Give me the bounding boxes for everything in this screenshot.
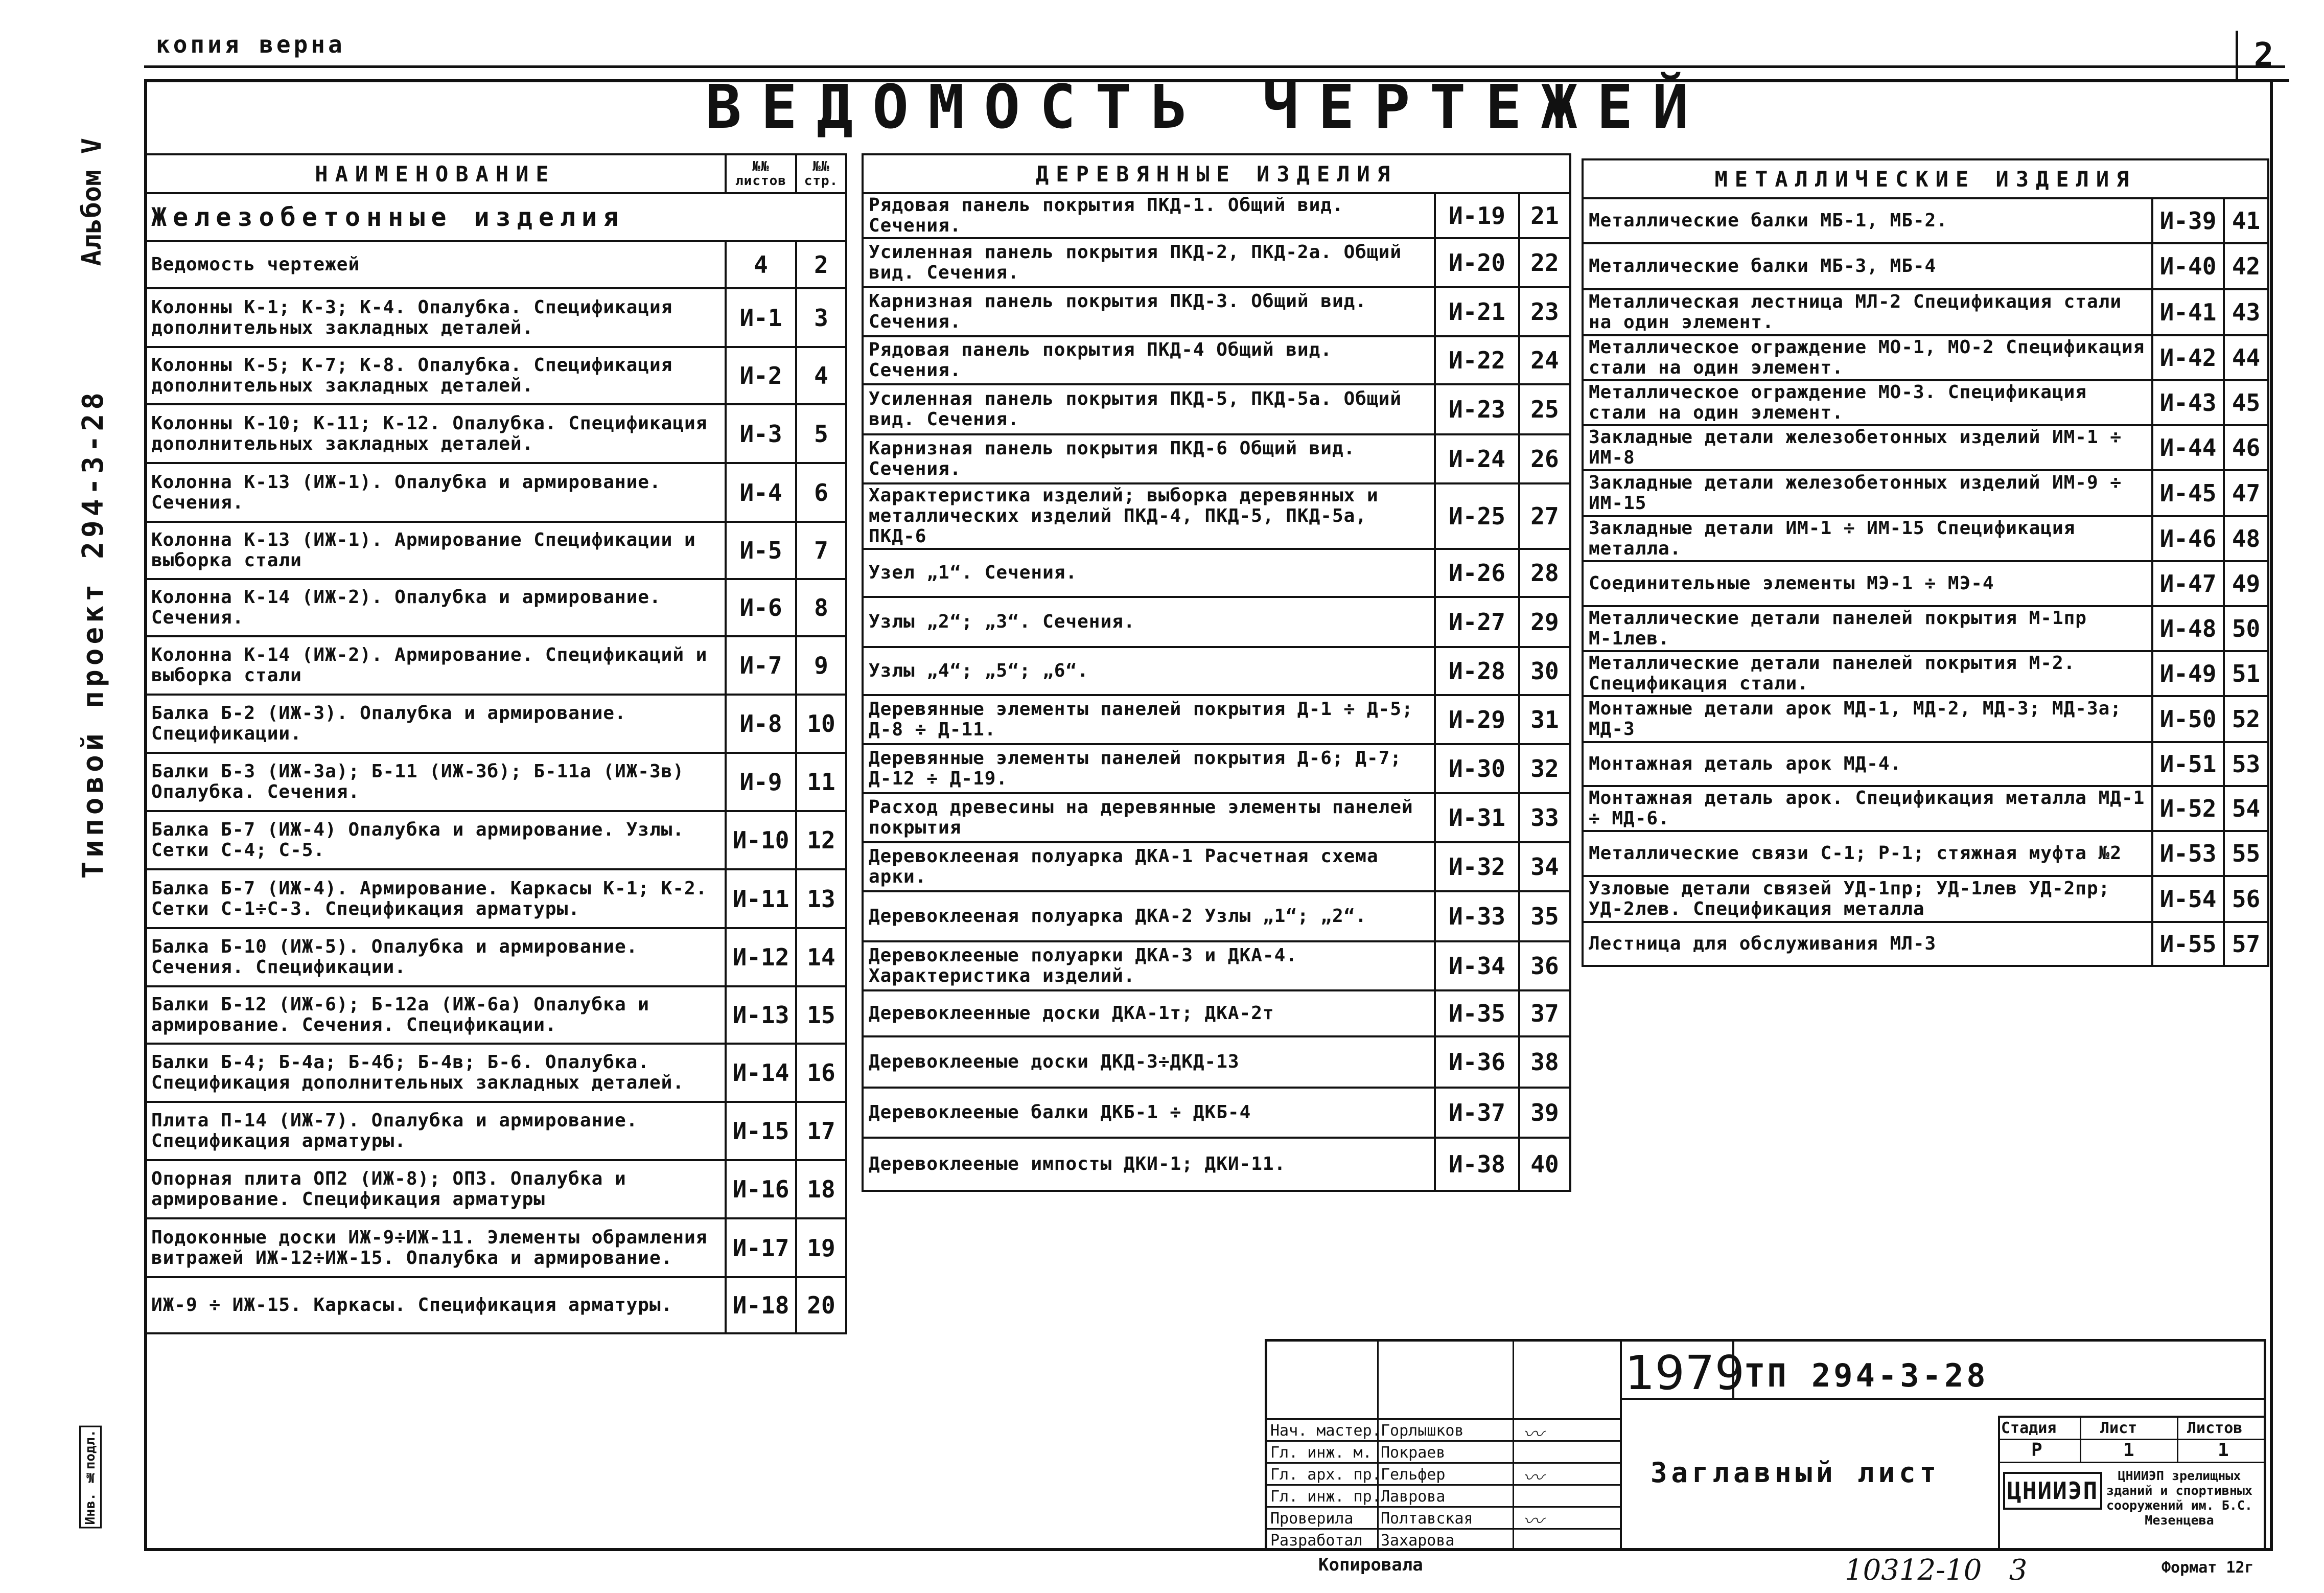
project-side-label: Типовой проект 294-3-28: [77, 388, 110, 879]
sheet-name: Деревоклееные полуарки ДКА-3 и ДКА-4. Характеристика изделий.: [863, 941, 1435, 990]
page-number-cell: 38: [1519, 1036, 1570, 1088]
page-number-cell: 29: [1519, 597, 1570, 647]
page-number-cell: 9: [796, 636, 846, 695]
page-number-cell: 28: [1519, 549, 1570, 597]
sheet-name: Лестница для обслуживания МЛ-3: [1583, 922, 2152, 966]
page-number-cell: 23: [1519, 287, 1570, 336]
sheet-title: Заглавный лист: [1651, 1457, 1941, 1489]
sheet-name: Балка Б-7 (ИЖ-4). Армирование. Каркасы К-1; К-2. Сетки С-1÷С-3. Спецификация арматуры.: [145, 869, 726, 928]
table-row: [145, 1102, 846, 1160]
page-number-cell: 49: [2224, 561, 2268, 606]
table-row: [863, 1138, 1570, 1191]
page-number-cell: 56: [2224, 876, 2268, 922]
table-row: [145, 811, 846, 869]
page-number-cell: 6: [796, 463, 846, 522]
approval-name: Покраев: [1381, 1444, 1446, 1462]
table-row: [863, 793, 1570, 842]
album-label: Альбом V: [77, 138, 107, 266]
sheet-name: Расход древесины на деревянные элементы панелей покрытия: [863, 793, 1435, 842]
sheet-code: И-42: [2152, 335, 2224, 380]
sheet-code: И-37: [1435, 1088, 1519, 1138]
sheet-code: И-5: [726, 522, 796, 579]
organization: ЦНИИЭП зрелищных зданий и спортивных сооружений им. Б.С. Мезенцева: [2106, 1468, 2252, 1528]
sheet-name: Подоконные доски ИЖ-9÷ИЖ-11. Элементы обрамления витражей ИЖ-12÷ИЖ-15. Опалубка и армирование.: [145, 1218, 726, 1277]
approval-name: Захарова: [1381, 1532, 1455, 1550]
approval-role: Гл. инж. м.: [1270, 1444, 1372, 1462]
table-row: [145, 463, 846, 522]
page-number-cell: 31: [1519, 695, 1570, 744]
sheet-name: Деревянные элементы панелей покрытия Д-6; Д-7; Д-12 ÷ Д-19.: [863, 744, 1435, 793]
page-number-cell: 51: [2224, 651, 2268, 696]
table-row: [863, 193, 1570, 238]
page-number-cell: 48: [2224, 516, 2268, 561]
page-number-cell: 43: [2224, 289, 2268, 335]
copy-certified-label: копия верна: [156, 31, 345, 58]
approval-row: [1267, 1484, 1620, 1508]
sheet-code: И-27: [1435, 597, 1519, 647]
page-number-cell: 47: [2224, 470, 2268, 516]
approval-row: [1267, 1440, 1620, 1464]
sheet-name: Металлическое ограждение МО-1, МО-2 Спецификация стали на один элемент.: [1583, 335, 2152, 380]
section-title: Железобетонные изделия: [145, 193, 846, 241]
approval-role: Гл. арх. пр.: [1270, 1466, 1381, 1484]
table-row: [863, 238, 1570, 287]
sheet-code: И-46: [2152, 516, 2224, 561]
table-row: [1583, 831, 2268, 876]
table-row: [145, 579, 846, 636]
page-number-cell: 22: [1519, 238, 1570, 287]
page-number-cell: 36: [1519, 941, 1570, 990]
page-number-cell: 50: [2224, 606, 2268, 651]
page-number-cell: 20: [796, 1277, 846, 1333]
sheet-code: И-14: [726, 1044, 796, 1102]
page-number-cell: 7: [796, 522, 846, 579]
sheet-name: Узлы „2“; „3“. Сечения.: [863, 597, 1435, 647]
sheet-name: Рядовая панель покрытия ПКД-4 Общий вид. Сечения.: [863, 336, 1435, 384]
sheet-name: Узловые детали связей УД-1пр; УД-1лев УД-2пр; УД-2лев. Спецификация металла: [1583, 876, 2152, 922]
sheet-name: Монтажная деталь арок. Спецификация металла МД-1 ÷ МД-6.: [1583, 786, 2152, 831]
sheet-code: И-47: [2152, 561, 2224, 606]
table-row: [145, 636, 846, 695]
signature-mark: 〰: [1523, 1423, 1543, 1446]
table-row: [145, 986, 846, 1044]
sheet-code: И-38: [1435, 1138, 1519, 1191]
table-row: [863, 941, 1570, 990]
column-header-sheets: №№ листов: [726, 154, 796, 193]
signature-mark: 〰: [1523, 1466, 1543, 1490]
table-row: [1583, 922, 2268, 966]
table-row: [145, 928, 846, 986]
page-number-cell: 45: [2224, 380, 2268, 425]
project-code: ТП 294-3-28: [1745, 1357, 1989, 1394]
sheet-code: И-15: [726, 1102, 796, 1160]
table-row: [863, 842, 1570, 891]
sheet-code: И-39: [2152, 198, 2224, 243]
table-row: [145, 753, 846, 811]
sheets-label: Листов: [2187, 1419, 2243, 1437]
section-title: ДЕРЕВЯННЫЕ ИЗДЕЛИЯ: [863, 154, 1570, 193]
approval-name: Горлышков: [1381, 1422, 1464, 1440]
table-row: [863, 647, 1570, 695]
table-header-row: [1583, 159, 2268, 198]
sheet-name: Колонна К-13 (ИЖ-1). Армирование Спецификации и выборка стали: [145, 522, 726, 579]
page-number-cell: 46: [2224, 425, 2268, 470]
table-row: [863, 434, 1570, 483]
page-number-cell: 27: [1519, 483, 1570, 549]
sheet-code: И-53: [2152, 831, 2224, 876]
table-row: [145, 1044, 846, 1102]
archive-number: [1845, 1554, 2027, 1587]
sheet-code: И-45: [2152, 470, 2224, 516]
page-number-cell: 44: [2224, 335, 2268, 380]
sheet-name: Балка Б-10 (ИЖ-5). Опалубка и армирование. Сечения. Спецификации.: [145, 928, 726, 986]
sheet-code: И-49: [2152, 651, 2224, 696]
page-number-cell: 52: [2224, 696, 2268, 742]
sheet-name: Металлическое ограждение МО-3. Спецификация стали на один элемент.: [1583, 380, 2152, 425]
sheet-code: И-19: [1435, 193, 1519, 238]
copied-by-label: Копировала: [1318, 1555, 1423, 1575]
sheet-name: Колонна К-14 (ИЖ-2). Армирование. Спецификаций и выборка стали: [145, 636, 726, 695]
sheet-code: 4: [726, 241, 796, 288]
page-number-cell: 19: [796, 1218, 846, 1277]
page-number-cell: 39: [1519, 1088, 1570, 1138]
sheet-name: Плита П-14 (ИЖ-7). Опалубка и армирование. Спецификация арматуры.: [145, 1102, 726, 1160]
table-row: [145, 1160, 846, 1218]
sheet-code: И-12: [726, 928, 796, 986]
approval-role: Проверила: [1270, 1510, 1354, 1528]
table-row: [145, 522, 846, 579]
sheet-name: Монтажная деталь арок МД-4.: [1583, 742, 2152, 786]
sheet-code: И-25: [1435, 483, 1519, 549]
table-row: [145, 241, 846, 288]
sheet-code: И-33: [1435, 891, 1519, 941]
table-row: [863, 1088, 1570, 1138]
page-number-cell: 53: [2224, 742, 2268, 786]
sheet-code: И-29: [1435, 695, 1519, 744]
sheet-name: Балка Б-2 (ИЖ-3). Опалубка и армирование. Спецификации.: [145, 695, 726, 753]
page-number-cell: 35: [1519, 891, 1570, 941]
sheet-code: И-20: [1435, 238, 1519, 287]
sheet-code: И-16: [726, 1160, 796, 1218]
page-number-cell: 2: [796, 241, 846, 288]
section-title: МЕТАЛЛИЧЕСКИЕ ИЗДЕЛИЯ: [1583, 159, 2268, 198]
page-number-cell: 18: [796, 1160, 846, 1218]
approval-row: [1267, 1462, 1620, 1486]
page-number-cell: 3: [796, 288, 846, 347]
approval-role: Гл. инж. пр.: [1270, 1488, 1381, 1506]
table-row: [863, 597, 1570, 647]
sheet-value: 1: [2123, 1440, 2134, 1461]
page-number-cell: 37: [1519, 990, 1570, 1036]
signature-mark: 〰: [1523, 1510, 1543, 1533]
table-row: [1583, 696, 2268, 742]
sheet-name: Характеристика изделий; выборка деревянных и металлических изделий ПКД-4, ПКД-5, ПКД-5а, ПКД-6: [863, 483, 1435, 549]
approval-name: Лаврова: [1381, 1488, 1446, 1506]
page-number-cell: 12: [796, 811, 846, 869]
table-row: [1583, 561, 2268, 606]
table-row: [1583, 198, 2268, 243]
table-row: [1583, 606, 2268, 651]
table-row: [145, 288, 846, 347]
year: 1979: [1625, 1346, 1745, 1400]
stamp-divider: [1998, 1416, 2000, 1551]
sheet-code: И-6: [726, 579, 796, 636]
sheet-name: Балки Б-3 (ИЖ-3а); Б-11 (ИЖ-3б); Б-11а (ИЖ-3в) Опалубка. Сечения.: [145, 753, 726, 811]
page-number-cell: 41: [2224, 198, 2268, 243]
page-number-cell: 33: [1519, 793, 1570, 842]
sheet-name: Карнизная панель покрытия ПКД-3. Общий вид. Сечения.: [863, 287, 1435, 336]
register-table-wooden: [862, 153, 1571, 1192]
table-row: [863, 384, 1570, 434]
sheet-name: Деревоклееные импосты ДКИ-1; ДКИ-11.: [863, 1138, 1435, 1191]
sheet-name: Закладные детали ИМ-1 ÷ ИМ-15 Спецификация металла.: [1583, 516, 2152, 561]
archive-number-main: 10312-10: [1845, 1554, 1982, 1587]
page-number-cell: 16: [796, 1044, 846, 1102]
stamp-divider: [1998, 1416, 2266, 1418]
table-header-row: [863, 154, 1570, 193]
page-number: 2: [2236, 31, 2289, 82]
sheet-code: И-26: [1435, 549, 1519, 597]
sheets-value: 1: [2218, 1440, 2229, 1461]
table-row: [863, 336, 1570, 384]
stage-value: Р: [2031, 1440, 2042, 1461]
sheet-name: Металлические балки МБ-3, МБ-4: [1583, 243, 2152, 289]
page-number-cell: 34: [1519, 842, 1570, 891]
sheet-name: Металлические связи С-1; Р-1; стяжная муфта №2: [1583, 831, 2152, 876]
page-number-cell: 40: [1519, 1138, 1570, 1191]
sheet-name: Колонна К-13 (ИЖ-1). Опалубка и армирование. Сечения.: [145, 463, 726, 522]
page-number-cell: 55: [2224, 831, 2268, 876]
sheet-name: Балки Б-12 (ИЖ-6); Б-12а (ИЖ-6а) Опалубка и армирование. Сечения. Спецификации.: [145, 986, 726, 1044]
table-row: [1583, 876, 2268, 922]
top-rule: [144, 65, 2285, 68]
sheet-name: Деревоклеенные доски ДКА-1т; ДКА-2т: [863, 990, 1435, 1036]
sheet-name: Балка Б-7 (ИЖ-4) Опалубка и армирование. Узлы. Сетки С-4; С-5.: [145, 811, 726, 869]
table-row: [145, 1277, 846, 1333]
table-row: [863, 744, 1570, 793]
sheet-name: Металлические детали панелей покрытия М-2. Спецификация стали.: [1583, 651, 2152, 696]
table-row: [1583, 470, 2268, 516]
approval-row: [1267, 1506, 1620, 1530]
sheet-code: И-36: [1435, 1036, 1519, 1088]
sheet-name: Соединительные элементы МЭ-1 ÷ МЭ-4: [1583, 561, 2152, 606]
sheet-code: И-31: [1435, 793, 1519, 842]
page-number-cell: 14: [796, 928, 846, 986]
page-number-cell: 10: [796, 695, 846, 753]
sheet-code: И-17: [726, 1218, 796, 1277]
sheet-code: И-55: [2152, 922, 2224, 966]
sheet-code: И-21: [1435, 287, 1519, 336]
page-number-cell: 25: [1519, 384, 1570, 434]
page-number-cell: 4: [796, 347, 846, 404]
sheet-name: ИЖ-9 ÷ ИЖ-15. Каркасы. Спецификация арматуры.: [145, 1277, 726, 1333]
table-row: [863, 483, 1570, 549]
sheet-code: И-43: [2152, 380, 2224, 425]
table-row: [145, 404, 846, 463]
table-row: [1583, 243, 2268, 289]
sheet-code: И-50: [2152, 696, 2224, 742]
section-row: [145, 193, 846, 241]
sheet-code: И-23: [1435, 384, 1519, 434]
sheet-name: Колонны К-1; К-3; К-4. Опалубка. Спецификация дополнительных закладных деталей.: [145, 288, 726, 347]
sheet-name: Ведомость чертежей: [145, 241, 726, 288]
table-row: [863, 287, 1570, 336]
sheet-code: И-48: [2152, 606, 2224, 651]
sheet-code: И-8: [726, 695, 796, 753]
table-row: [863, 891, 1570, 941]
sheet-code: И-44: [2152, 425, 2224, 470]
sheet-name: Колонны К-10; К-11; К-12. Опалубка. Спецификация дополнительных закладных деталей.: [145, 404, 726, 463]
sheet-code: И-2: [726, 347, 796, 404]
table-row: [1583, 651, 2268, 696]
sheet-name: Опорная плита ОП2 (ИЖ-8); ОП3. Опалубка и армирование. Спецификация арматуры: [145, 1160, 726, 1218]
table-row: [1583, 742, 2268, 786]
org-logo: ЦНИИЭП: [2003, 1472, 2102, 1510]
inventory-label: Инв. №подл.: [79, 1426, 102, 1529]
page-number-cell: 21: [1519, 193, 1570, 238]
column-header-name: НАИМЕНОВАНИЕ: [145, 154, 726, 193]
table-row: [863, 1036, 1570, 1088]
page-number-cell: 15: [796, 986, 846, 1044]
sheet-name: Колонна К-14 (ИЖ-2). Опалубка и армирование. Сечения.: [145, 579, 726, 636]
sheet-name: Деревоклееные балки ДКБ-1 ÷ ДКБ-4: [863, 1088, 1435, 1138]
sheet-code: И-18: [726, 1277, 796, 1333]
approval-role: Разработал: [1270, 1532, 1363, 1550]
page-number-cell: 24: [1519, 336, 1570, 384]
sheet-name: Деревоклееная полуарка ДКА-2 Узлы „1“; „2“.: [863, 891, 1435, 941]
approval-name: Гельфер: [1381, 1466, 1446, 1484]
page-title: ВЕДОМОСТЬ ЧЕРТЕЖЕЙ: [705, 72, 1708, 142]
approval-row: [1267, 1418, 1620, 1442]
sheet-code: И-1: [726, 288, 796, 347]
stamp-divider: [1620, 1342, 1622, 1551]
sheet-name: Карнизная панель покрытия ПКД-6 Общий вид. Сечения.: [863, 434, 1435, 483]
sheet-name: Балки Б-4; Б-4а; Б-4б; Б-4в; Б-6. Опалубка. Спецификация дополнительных закладных деталей.: [145, 1044, 726, 1102]
stamp-divider: [2080, 1416, 2081, 1462]
table-row: [1583, 380, 2268, 425]
register-table-metal: [1582, 158, 2269, 967]
table-row: [1583, 425, 2268, 470]
page-number-cell: 17: [796, 1102, 846, 1160]
table-row: [863, 695, 1570, 744]
sheet-code: И-13: [726, 986, 796, 1044]
page-number-cell: 32: [1519, 744, 1570, 793]
page-number-cell: 26: [1519, 434, 1570, 483]
page-number-cell: 57: [2224, 922, 2268, 966]
page-number-cell: 42: [2224, 243, 2268, 289]
sheet-code: И-35: [1435, 990, 1519, 1036]
table-row: [863, 990, 1570, 1036]
sheet-code: И-7: [726, 636, 796, 695]
sheet-name: Усиленная панель покрытия ПКД-2, ПКД-2а. Общий вид. Сечения.: [863, 238, 1435, 287]
sheet-code: И-52: [2152, 786, 2224, 831]
page-number-cell: 54: [2224, 786, 2268, 831]
page-number-cell: 8: [796, 579, 846, 636]
sheet-code: И-3: [726, 404, 796, 463]
sheet-label: Лист: [2100, 1419, 2137, 1437]
sheet-name: Монтажные детали арок МД-1, МД-2, МД-3; МД-3а; МД-3: [1583, 696, 2152, 742]
table-row: [1583, 289, 2268, 335]
sheet-code: И-51: [2152, 742, 2224, 786]
sheet-code: И-11: [726, 869, 796, 928]
sheet-name: Деревянные элементы панелей покрытия Д-1 ÷ Д-5; Д-8 ÷ Д-11.: [863, 695, 1435, 744]
sheet-name: Рядовая панель покрытия ПКД-1. Общий вид. Сечения.: [863, 193, 1435, 238]
sheet-code: И-41: [2152, 289, 2224, 335]
title-block: [1265, 1339, 2266, 1551]
stamp-divider: [1998, 1462, 2266, 1463]
table-row: [145, 695, 846, 753]
sheet-code: И-34: [1435, 941, 1519, 990]
page-number-cell: 13: [796, 869, 846, 928]
page-number-cell: 11: [796, 753, 846, 811]
stage-label: Стадия: [2001, 1419, 2057, 1437]
format-label: Формат 12г: [2162, 1559, 2254, 1577]
sheet-name: Закладные детали железобетонных изделий ИМ-1 ÷ ИМ-8: [1583, 425, 2152, 470]
sheet-name: Металлические детали панелей покрытия М-1пр М-1лев.: [1583, 606, 2152, 651]
register-table-reinforced-concrete: [144, 153, 847, 1334]
sheet-code: И-28: [1435, 647, 1519, 695]
stamp-divider: [2177, 1416, 2178, 1462]
archive-number-suffix: 3: [2009, 1554, 2028, 1587]
sheet-name: Закладные детали железобетонных изделий ИМ-9 ÷ ИМ-15: [1583, 470, 2152, 516]
sheet-code: И-54: [2152, 876, 2224, 922]
approval-row: [1267, 1528, 1620, 1552]
sheet-code: И-30: [1435, 744, 1519, 793]
sheet-code: И-24: [1435, 434, 1519, 483]
table-row: [1583, 516, 2268, 561]
sheet-name: Металлическая лестница МЛ-2 Спецификация стали на один элемент.: [1583, 289, 2152, 335]
table-row: [145, 869, 846, 928]
table-row: [145, 1218, 846, 1277]
sheet-code: И-9: [726, 753, 796, 811]
table-row: [1583, 786, 2268, 831]
table-header-row: [145, 154, 846, 193]
sheet-name: Деревоклееная полуарка ДКА-1 Расчетная схема арки.: [863, 842, 1435, 891]
page-number-cell: 5: [796, 404, 846, 463]
column-header-pages: №№ стр.: [796, 154, 846, 193]
sheet-code: И-32: [1435, 842, 1519, 891]
table-row: [145, 347, 846, 404]
sheet-name: Усиленная панель покрытия ПКД-5, ПКД-5а. Общий вид. Сечения.: [863, 384, 1435, 434]
page-number-cell: 30: [1519, 647, 1570, 695]
sheet-name: Колонны К-5; К-7; К-8. Опалубка. Спецификация дополнительных закладных деталей.: [145, 347, 726, 404]
approval-name: Полтавская: [1381, 1510, 1473, 1528]
sheet-name: Деревоклееные доски ДКД-3÷ДКД-13: [863, 1036, 1435, 1088]
sheet-name: Металлические балки МБ-1, МБ-2.: [1583, 198, 2152, 243]
table-row: [1583, 335, 2268, 380]
sheet-code: И-40: [2152, 243, 2224, 289]
table-row: [863, 549, 1570, 597]
sheet-name: Узлы „4“; „5“; „6“.: [863, 647, 1435, 695]
sheet-name: Узел „1“. Сечения.: [863, 549, 1435, 597]
sheet-code: И-4: [726, 463, 796, 522]
sheet-code: И-10: [726, 811, 796, 869]
approval-role: Нач. мастер.: [1270, 1422, 1381, 1440]
sheet-code: И-22: [1435, 336, 1519, 384]
